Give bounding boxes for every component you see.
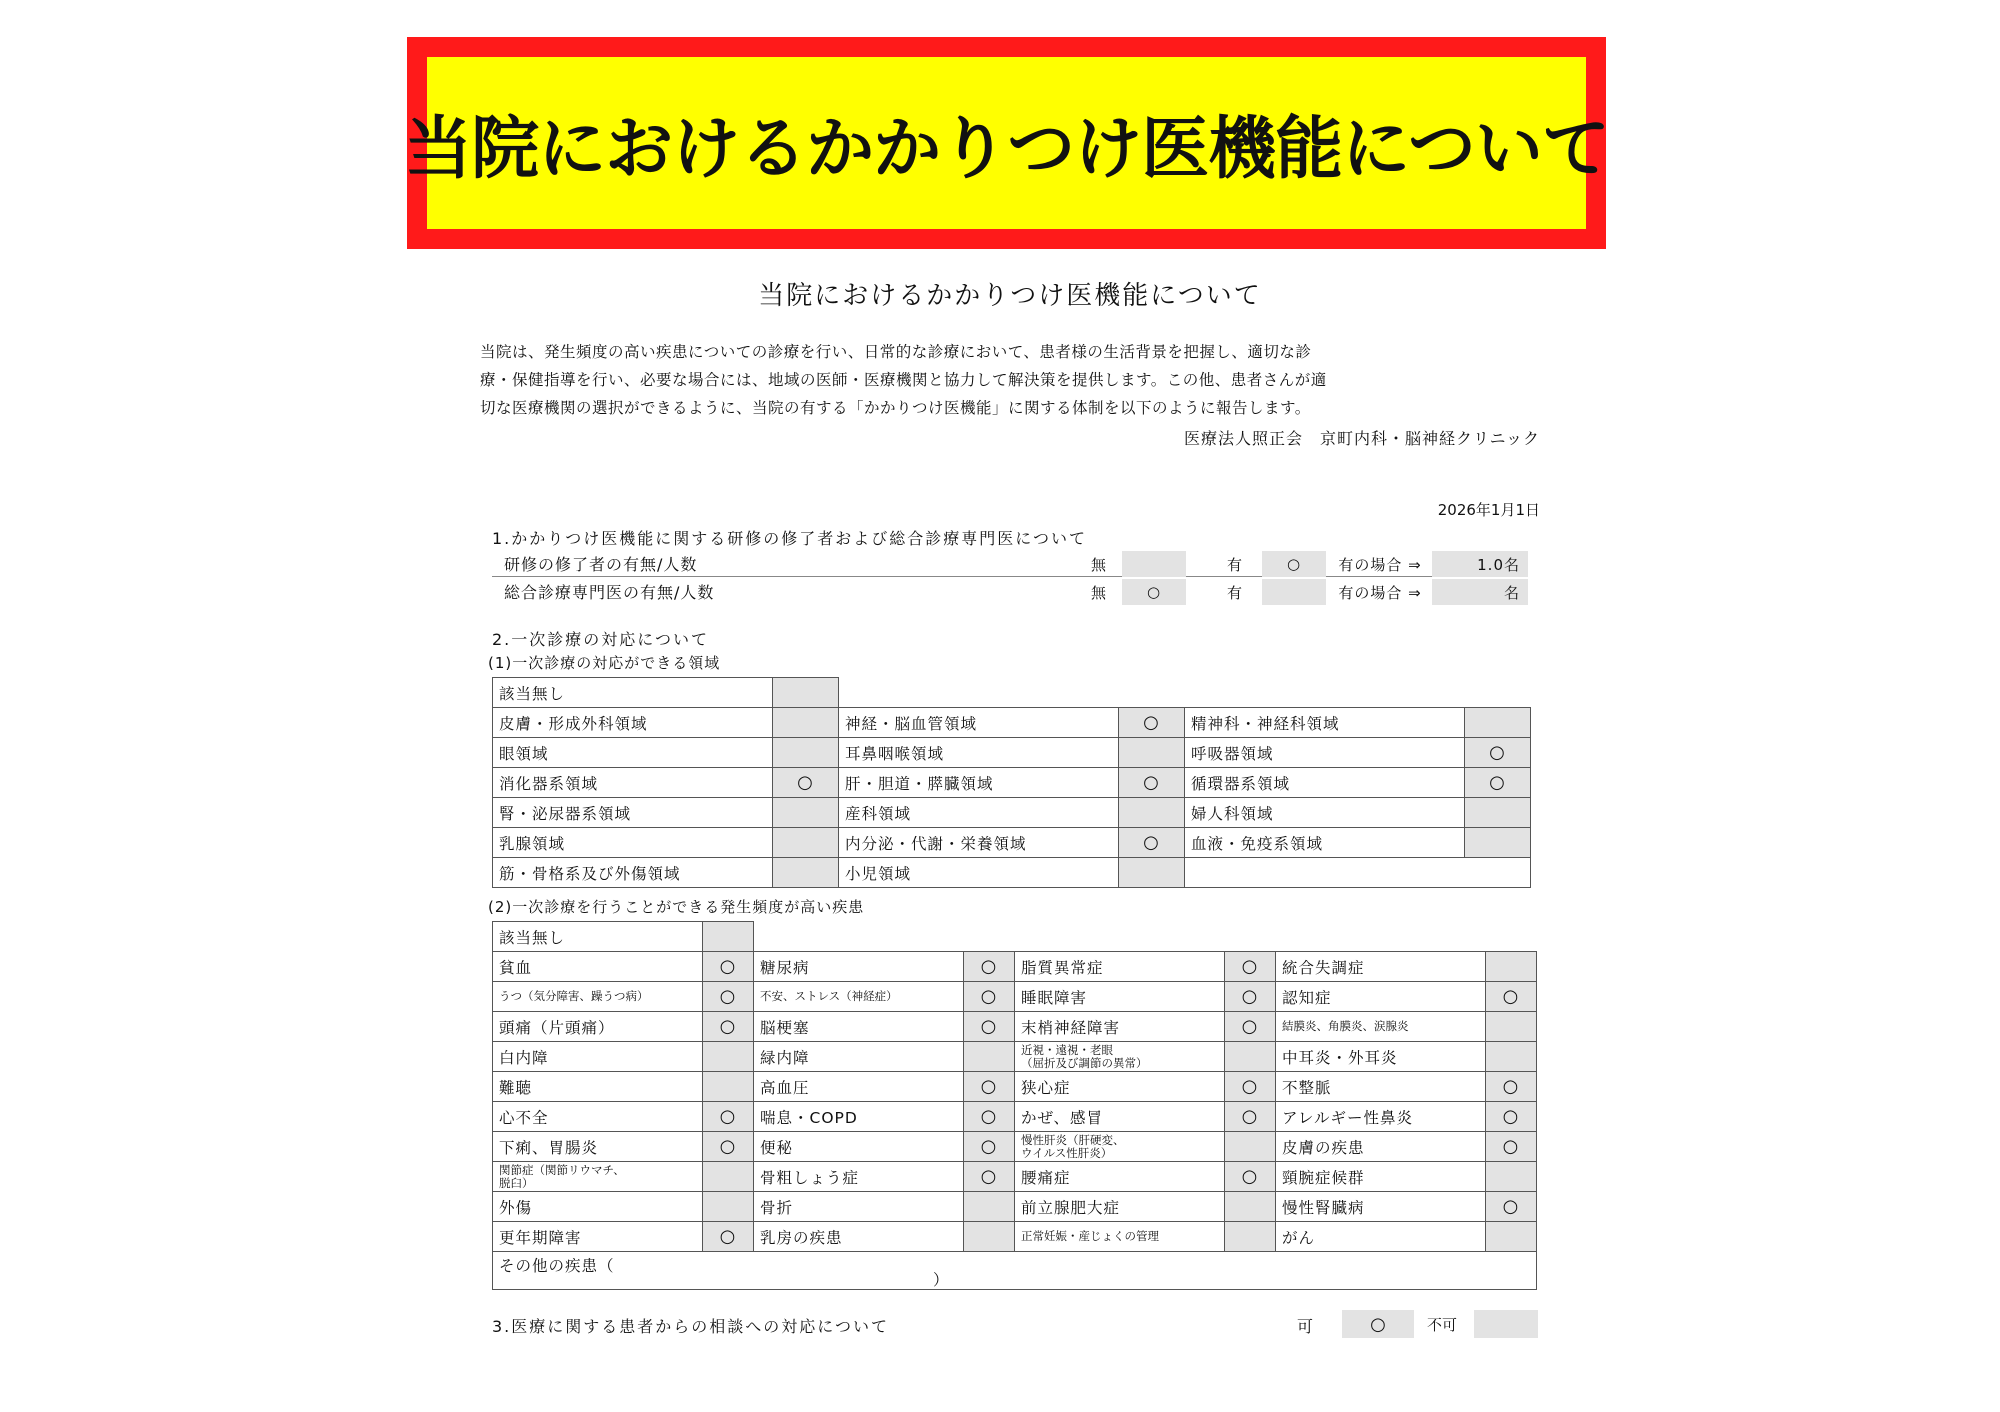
disease-mark <box>703 1042 754 1072</box>
disease-mark <box>703 1072 754 1102</box>
disease-label: 骨粗しょう症 <box>754 1162 964 1192</box>
disease-mark: ○ <box>964 1072 1015 1102</box>
disease-mark <box>1225 1042 1276 1072</box>
disease-mark: ○ <box>1225 982 1276 1012</box>
section1-rows <box>480 549 1540 605</box>
section3-yes-label: 可 <box>1297 1317 1314 1336</box>
domain-none-label: 該当無し <box>493 678 773 708</box>
disease-mark: ○ <box>964 1102 1015 1132</box>
table-row <box>493 1072 1537 1102</box>
disease-label: がん <box>1276 1222 1486 1252</box>
disease-label: 末梢神経障害 <box>1015 1012 1225 1042</box>
section1-row-label: 総合診療専門医の有無/人数 <box>504 583 715 602</box>
domain-mark: ○ <box>773 768 839 798</box>
table-row <box>493 1012 1537 1042</box>
table-row <box>493 1102 1537 1132</box>
disease-label: 外傷 <box>493 1192 703 1222</box>
table-row <box>493 1132 1537 1162</box>
document-title: 当院におけるかかりつけ医機能について <box>758 281 1262 311</box>
disease-mark <box>1486 1042 1537 1072</box>
disease-label: 不安、ストレス（神経症） <box>754 982 964 1012</box>
section1-none-label: 無 <box>1090 555 1107 574</box>
domain-label: 消化器系領域 <box>493 768 773 798</box>
domain-none-mark <box>773 678 839 708</box>
disease-mark: ○ <box>964 952 1015 982</box>
domain-table-wrap <box>492 677 1540 888</box>
disease-label: 更年期障害 <box>493 1222 703 1252</box>
disease-mark: ○ <box>703 952 754 982</box>
table-row <box>493 828 1531 858</box>
section3-title: 3.医療に関する患者からの相談への対応について <box>492 1317 889 1336</box>
disease-mark <box>703 1192 754 1222</box>
domain-mark: ○ <box>1465 738 1531 768</box>
disease-mark <box>1486 1012 1537 1042</box>
disease-label: 慢性腎臓病 <box>1276 1192 1486 1222</box>
disease-mark: ○ <box>1225 1162 1276 1192</box>
table-row <box>493 1222 1537 1252</box>
disease-label: 頭痛（片頭痛） <box>493 1012 703 1042</box>
organization-name: 医療法人照正会 京町内科・脳神経クリニック <box>1183 429 1540 448</box>
other-diseases-close: ） <box>933 1271 950 1289</box>
disease-mark: ○ <box>1225 1012 1276 1042</box>
domain-label: 眼領域 <box>493 738 773 768</box>
intro-paragraph <box>480 338 1540 422</box>
disease-mark: ○ <box>703 1012 754 1042</box>
disease-table-wrap <box>492 921 1540 1290</box>
domain-label: 精神科・神経科領域 <box>1185 708 1465 738</box>
disease-label: 喘息・COPD <box>754 1102 964 1132</box>
intro-line: 療・保健指導を行い、必要な場合には、地域の医師・医療機関と協力して解決策を提供します。この他、患者さんが適 <box>480 371 1327 389</box>
table-row <box>493 768 1531 798</box>
disease-label: 糖尿病 <box>754 952 964 982</box>
section1-if-yes: 有の場合 ⇒ <box>1338 555 1422 574</box>
section1-none-label: 無 <box>1090 583 1107 602</box>
document-body <box>480 275 1540 1340</box>
domain-mark <box>773 798 839 828</box>
disease-mark: ○ <box>1486 1072 1537 1102</box>
disease-mark: ○ <box>964 1162 1015 1192</box>
domain-mark <box>1119 798 1185 828</box>
disease-label: 高血圧 <box>754 1072 964 1102</box>
table-row <box>493 952 1537 982</box>
disease-mark <box>964 1222 1015 1252</box>
domain-label: 呼吸器領域 <box>1185 738 1465 768</box>
section1-row <box>492 549 1528 577</box>
disease-label: 乳房の疾患 <box>754 1222 964 1252</box>
table-row <box>493 738 1531 768</box>
disease-mark: ○ <box>703 1102 754 1132</box>
disease-label: 認知症 <box>1276 982 1486 1012</box>
domain-label: 血液・免疫系領域 <box>1185 828 1465 858</box>
report-date: 2026年1月1日 <box>1437 501 1540 519</box>
domain-mark: ○ <box>1465 768 1531 798</box>
section1-yes-mark <box>1262 579 1326 605</box>
disease-none-label: 該当無し <box>493 922 703 952</box>
domain-mark <box>1465 798 1531 828</box>
section3-yes-mark: ○ <box>1342 1310 1414 1338</box>
section1-yes-mark: ○ <box>1262 551 1326 577</box>
domain-mark <box>773 858 839 888</box>
domain-mark <box>1119 858 1185 888</box>
domain-label: 耳鼻咽喉領域 <box>839 738 1119 768</box>
section3 <box>492 1308 1528 1340</box>
domain-label: 循環器系領域 <box>1185 768 1465 798</box>
disease-mark: ○ <box>703 1132 754 1162</box>
section1-yes-label: 有 <box>1226 583 1243 602</box>
domain-mark <box>1119 738 1185 768</box>
domain-mark: ○ <box>1119 768 1185 798</box>
domain-mark <box>1465 708 1531 738</box>
disease-mark <box>1486 1162 1537 1192</box>
section3-no-mark <box>1474 1310 1538 1338</box>
disease-label: 近視・遠視・老眼 （屈折及び調節の異常） <box>1015 1042 1225 1072</box>
disease-mark: ○ <box>1486 982 1537 1012</box>
disease-label: 腰痛症 <box>1015 1162 1225 1192</box>
title-banner-inner <box>404 57 1609 229</box>
disease-mark: ○ <box>1225 952 1276 982</box>
section1-title: 1.かかりつけ医機能に関する研修の修了者および総合診療専門医について <box>492 529 1087 548</box>
disease-label: かぜ、感冒 <box>1015 1102 1225 1132</box>
disease-mark: ○ <box>1486 1102 1537 1132</box>
domain-mark <box>773 708 839 738</box>
disease-label: 骨折 <box>754 1192 964 1222</box>
section2-sub1-title: (1)一次診療の対応ができる領域 <box>488 654 721 672</box>
domain-label: 乳腺領域 <box>493 828 773 858</box>
disease-mark <box>1486 952 1537 982</box>
disease-mark <box>1225 1132 1276 1162</box>
section1-yes-label: 有 <box>1226 555 1243 574</box>
disease-label: 中耳炎・外耳炎 <box>1276 1042 1486 1072</box>
disease-label: 貧血 <box>493 952 703 982</box>
disease-label: 慢性肝炎（肝硬変、 ウイルス性肝炎） <box>1015 1132 1225 1162</box>
section1-count: 名 <box>1432 579 1528 605</box>
domain-label: 皮膚・形成外科領域 <box>493 708 773 738</box>
disease-mark <box>703 1162 754 1192</box>
disease-mark: ○ <box>1486 1192 1537 1222</box>
disease-mark: ○ <box>1225 1102 1276 1132</box>
disease-mark <box>1225 1192 1276 1222</box>
disease-mark: ○ <box>964 1132 1015 1162</box>
disease-label: 白内障 <box>493 1042 703 1072</box>
disease-label: 正常妊娠・産じょくの管理 <box>1015 1222 1225 1252</box>
disease-label: うつ（気分障害、躁うつ病） <box>493 982 703 1012</box>
disease-label: 下痢、胃腸炎 <box>493 1132 703 1162</box>
domain-label: 婦人科領域 <box>1185 798 1465 828</box>
domain-label: 筋・骨格系及び外傷領域 <box>493 858 773 888</box>
section1-none-mark: ○ <box>1122 579 1186 605</box>
intro-line: 当院は、発生頻度の高い疾患についての診療を行い、日常的な診療において、患者様の生活背景を把握し、適切な診 <box>480 343 1312 361</box>
disease-label: 統合失調症 <box>1276 952 1486 982</box>
disease-label: 脂質異常症 <box>1015 952 1225 982</box>
title-banner <box>404 37 1609 249</box>
domain-mark <box>773 738 839 768</box>
section2-sub2-title: (2)一次診療を行うことができる発生頻度が高い疾患 <box>488 898 865 916</box>
table-row <box>493 1042 1537 1072</box>
disease-mark: ○ <box>1225 1072 1276 1102</box>
domain-mark <box>1465 828 1531 858</box>
domain-mark <box>773 828 839 858</box>
disease-mark <box>964 1042 1015 1072</box>
section1-row <box>492 577 1528 605</box>
disease-label: 便秘 <box>754 1132 964 1162</box>
table-row <box>493 982 1537 1012</box>
empty-cell <box>1185 858 1531 888</box>
disease-label: アレルギー性鼻炎 <box>1276 1102 1486 1132</box>
other-diseases-cell <box>493 1252 1537 1290</box>
disease-label: 狭心症 <box>1015 1072 1225 1102</box>
disease-label: 関節症（関節リウマチ、 脱臼） <box>493 1162 703 1192</box>
other-diseases-label: その他の疾患（ <box>499 1257 615 1275</box>
table-row <box>493 798 1531 828</box>
disease-none-mark <box>703 922 754 952</box>
disease-mark: ○ <box>964 982 1015 1012</box>
table-spacer <box>839 678 1531 708</box>
table-spacer <box>754 922 1537 952</box>
domain-label: 内分泌・代謝・栄養領域 <box>839 828 1119 858</box>
disease-mark: ○ <box>703 1222 754 1252</box>
table-row <box>493 1162 1537 1192</box>
disease-label: 脳梗塞 <box>754 1012 964 1042</box>
disease-label: 頸腕症候群 <box>1276 1162 1486 1192</box>
section1-if-yes: 有の場合 ⇒ <box>1338 583 1422 602</box>
table-row <box>493 1192 1537 1222</box>
disease-label: 前立腺肥大症 <box>1015 1192 1225 1222</box>
domain-label: 産科領域 <box>839 798 1119 828</box>
domain-table <box>492 677 1531 888</box>
intro-line: 切な医療機関の選択ができるように、当院の有する「かかりつけ医機能」に関する体制を以下のように報告します。 <box>480 399 1311 417</box>
disease-mark: ○ <box>703 982 754 1012</box>
banner-title: 当院におけるかかりつけ医機能について <box>404 109 1609 189</box>
table-row <box>493 708 1531 738</box>
disease-label: 難聴 <box>493 1072 703 1102</box>
section2-title: 2.一次診療の対応について <box>492 630 709 649</box>
section1-none-mark <box>1122 551 1186 577</box>
section1-row-label: 研修の修了者の有無/人数 <box>504 555 698 574</box>
disease-table <box>492 921 1537 1290</box>
domain-label: 腎・泌尿器系領域 <box>493 798 773 828</box>
disease-label: 睡眠障害 <box>1015 982 1225 1012</box>
domain-mark: ○ <box>1119 708 1185 738</box>
disease-label: 不整脈 <box>1276 1072 1486 1102</box>
disease-label: 緑内障 <box>754 1042 964 1072</box>
section1-count: 1.0名 <box>1432 551 1528 577</box>
disease-mark: ○ <box>1486 1132 1537 1162</box>
disease-label: 結膜炎、角膜炎、涙腺炎 <box>1276 1012 1486 1042</box>
table-row <box>493 858 1531 888</box>
domain-label: 小児領域 <box>839 858 1119 888</box>
disease-mark <box>1225 1222 1276 1252</box>
domain-label: 神経・脳血管領域 <box>839 708 1119 738</box>
disease-label: 皮膚の疾患 <box>1276 1132 1486 1162</box>
disease-mark <box>1486 1222 1537 1252</box>
disease-label: 心不全 <box>493 1102 703 1132</box>
domain-label: 肝・胆道・膵臓領域 <box>839 768 1119 798</box>
domain-mark: ○ <box>1119 828 1185 858</box>
disease-mark <box>964 1192 1015 1222</box>
disease-mark: ○ <box>964 1012 1015 1042</box>
section3-no-label: 不可 <box>1427 1316 1458 1334</box>
